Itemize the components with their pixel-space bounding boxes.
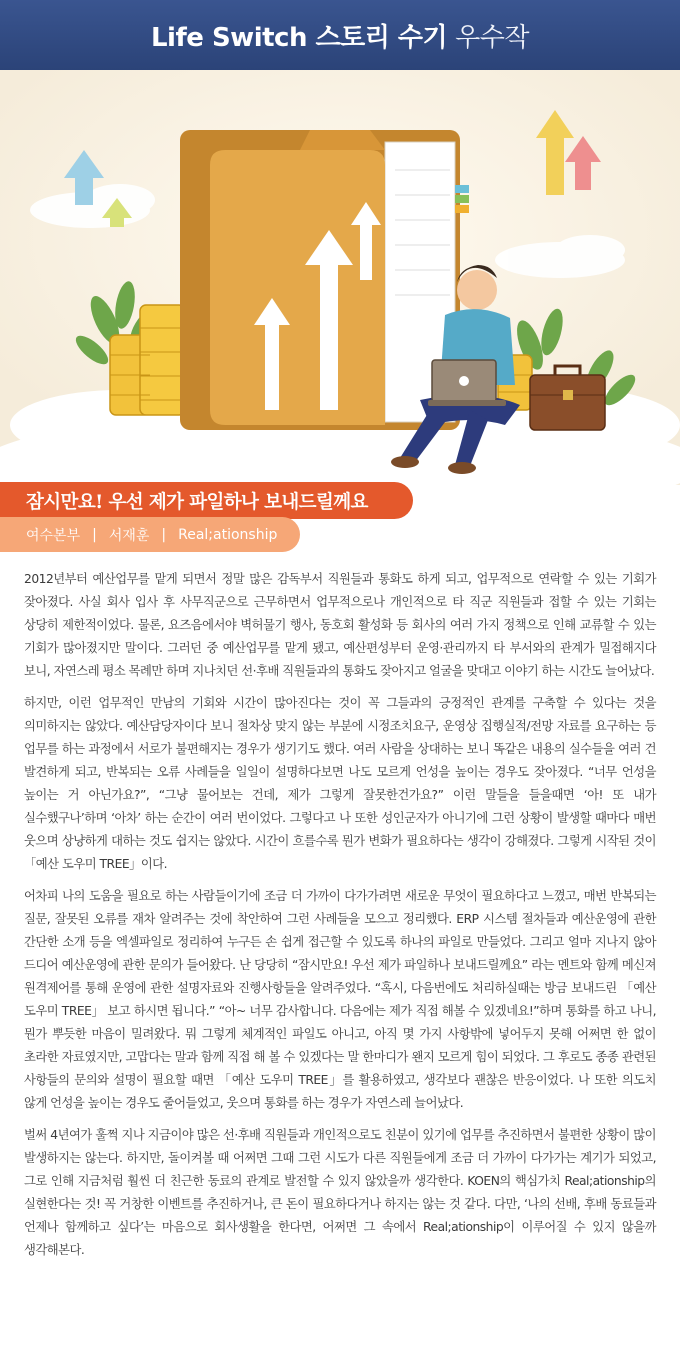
page-title: [151, 17, 529, 54]
laptop-icon: [428, 360, 506, 406]
hero-illustration-svg: [0, 70, 680, 485]
story-paragraph: 벌써 4년여가 훌쩍 지나 지금이야 많은 선·후배 직원들과 개인적으로도 친분이 있기에 업무를 추진하면서 불편한 상황이 많이 발생하지는 않는다. 하지만, 돌이켜볼 때 어쩌면 그때 그런 시도가 다른 직원들에게 조금 더 가까이 다가가는 계기가 되었고, 그로 인해 지금처럼 훨씬 더 친근한 동료의 관계로 발전할 수 있지 않았을까 생각한다. KOEN의 핵심가치 Real;ationship의 실현한다는 것! 꼭 거창한 이벤트를 추진하거나, 큰 돈이 필요하다거나 하지는 않는 것 같다. 다만, ‘나의 선배, 후배 동료들과 언제나 함께하고 싶다’는 마음으로 회사생활을 한다면, 어쩌면 그 속에서 Real;ationship이 이루어질 수 있지 않을까 생각해본다.: [24, 1128, 656, 1257]
story-author: 서재훈: [108, 527, 150, 544]
meta-separator: |: [92, 526, 97, 543]
briefcase-icon: [530, 366, 605, 430]
story-core-value: Real;ationship: [178, 526, 278, 543]
story-body: [24, 568, 656, 1271]
story-department: 여수본부: [26, 527, 81, 544]
story-paragraph: 2012년부터 예산업무를 맡게 되면서 정말 많은 감독부서 직원들과 통화도 하게 되고, 업무적으로 연락할 수 있는 기회가 잦아졌다. 사실 회사 입사 후 사무직군으로 근무하면서 업무적으로나 개인적으로 타 직군 직원들과 접할 수 있는 기회는 상당히 제한적이었다. 물론, 요즈음에서야 벽허물기 행사, 동호회 활성화 등 회사의 여러 가지 정책으로 인해 교류할 수 있는 기회가 많아졌지만 말이다. 그러던 중 예산업무를 맡게 됐고, 예산편성부터 운영·관리까지 타 부서와의 관계가 밀접해지다 보니, 자연스레 평소 목례만 하며 지나치던 선·후배 직원들과의 통화도 잦아지고 얼굴을 맞대고 이야기 하는 시간도 늘어났다.: [24, 572, 656, 678]
story-title: 잠시만요! 우선 제가 파일하나 보내드릴께요: [26, 491, 368, 513]
page-title-emphasis: 우수작: [455, 22, 530, 53]
page-header: [0, 0, 680, 70]
story-title-banner: [0, 482, 413, 519]
meta-separator: |: [161, 526, 167, 543]
story-meta-banner: [0, 517, 300, 552]
story-paragraph: 어차피 나의 도움을 필요로 하는 사람들이기에 조금 더 가까이 다가가려면 새로운 무엇이 필요하다고 느꼈고, 매번 반복되는 질문, 잘못된 오류를 재차 알려주는 것에 착안하여 그런 사례들을 모으고 정리했다. ERP 시스템 절차들과 예산운영에 관한 간단한 소개 등을 엑셀파일로 정리하여 누구든 손 쉽게 접근할 수 있도록 하나의 파일로 만들었다. 그리고 얼마 지나지 않아 드디어 예산운영에 관한 문의가 들어왔다. 난 당당히 “잠시만요! 우선 제가 파일하나 보내드릴께요” 라는 멘트와 함께 메신져 원격제어를 통해 운영에 관한 설명자료와 진행사항들을 알려주었다. “혹시, 다음번에도 처리하실때는 방금 보내드린 「예산 도우미 TREE」 보고 하시면 됩니다.” “아~ 너무 감사합니다. 다음에는 제가 직접 해볼 수 있겠네요!”하며 통화를 하고 나니, 뭔가 뿌듯한 마음이 밀려왔다. 뭐 그렇게 체계적인 파일도 아니고, 아직 몇 가지 사항밖에 넣어두지 못해 어쩌면 한 없이 초라한 자료였지만, 고맙다는 말과 함께 직접 해 볼 수 있겠다는 말 한마디가 왠지 모르게 힘이 되었다. 그 후로도 종종 관련된 사항들의 문의와 설명이 필요할 때면 「예산 도우미 TREE」를 활용하였고, 생각보다 괜찮은 반응이었다. 나 또한 의도치 않게 언성을 높이는 경우도 줄어들었고, 웃으며 통화를 하는 경우가 자연스레 늘어났다.: [24, 889, 656, 1110]
story-paragraph: 하지만, 이런 업무적인 만남의 기회와 시간이 많아진다는 것이 꼭 그들과의 긍정적인 관계를 구축할 수 있다는 것을 의미하지는 않았다. 예산담당자이다 보니 절차상 맞지 않는 부분에 시정조치요구, 운영상 집행실적/전망 자료를 요구하는 등 업무를 하는 과정에서 서로가 불편해지는 경우가 생기기도 했다. 여러 사람을 상대하는 보니 똑같은 내용의 실수들을 여러 건 발견하게 되고, 반복되는 오류 사례들을 일일이 설명하다보면 나도 모르게 언성을 높이는 경우도 잦아졌다. “너무 언성을 높이는 거 아닌가요?”, “그냥 물어보는 건데, 제가 그렇게 잘못한건가요?” 이런 말들을 들을때면 ‘아! 또 내가 실수했구나’하며 ‘아차’ 하는 순간이 여러 번이었다. 그렇다고 나 또한 성인군자가 아니기에 그런 상황이 발생할 때마다 매번 웃으며 상냥하게 대하는 것도 쉽지는 않았다. 시간이 흐를수록 뭔가 변화가 필요하다는 생각이 강해졌다. 그렇게 시작된 것이 「예산 도우미 TREE」이다.: [24, 696, 656, 871]
page-title-main: Life Switch 스토리 수기: [150, 22, 448, 53]
hero-illustration: [0, 70, 680, 485]
